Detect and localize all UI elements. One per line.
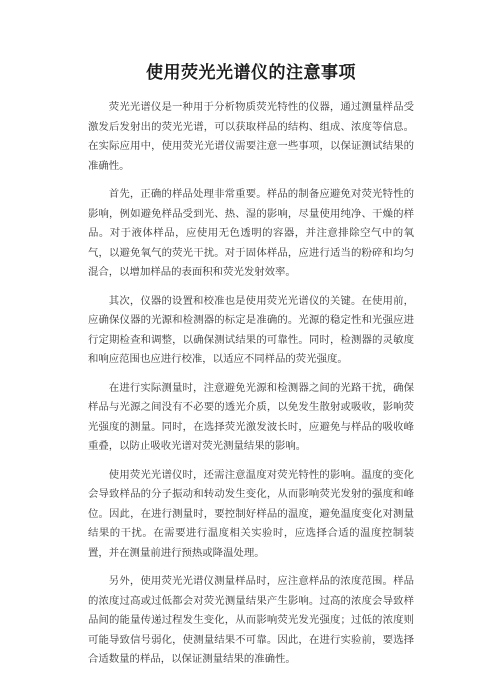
paragraph-concentration: 另外，使用荧光光谱仪测量样品时，应注意样品的浓度范围。样品的浓度过高或过低都会对荧光测量结果产生影响。过高的浓度会导致样品间的能量传递过程发生变化，从而影响荧光发光强度；过低的浓度则可能导致信号弱化，使测量结果不可靠。因此，在进行实验前，要选择合适数量的样品，以保证测量结果的准确性。: [88, 575, 414, 665]
paragraph-temperature: 使用荧光光谱仪时，还需注意温度对荧光特性的影响。温度的变化会导致样品的分子振动和转动发生变化，从而影响荧光发射的强度和峰位。因此，在进行测量时，要控制好样品的温度，避免温度变化对测量结果的干扰。在需要进行温度相关实验时，应选择合适的温度控制装置，并在测量前进行预热或降温处理。: [88, 468, 414, 559]
document-body: [88, 98, 414, 679]
paragraph-sample-preparation: 首先，正确的样品处理非常重要。样品的制备应避免对荧光特性的影响，例如避免样品受到光、热、湿的影响，尽量使用纯净、干燥的样品。对于液体样品，应使用无色透明的容器，并注意排除空气中的氧气，以避免氧气的荧光干扰。对于固体样品，应进行适当的粉碎和均匀混合，以增加样品的表面积和荧光发射效率。: [88, 188, 414, 278]
paragraph-intro: 荧光光谱仪是一种用于分析物质荧光特性的仪器，通过测量样品受激发后发射出的荧光光谱，可以获取样品的结构、组成、浓度等信息。在实际应用中，使用荧光光谱仪需要注意一些事项，以保证测试结果的准确性。: [88, 101, 414, 172]
paragraph-measurement: 在进行实际测量时，注意避免光源和检测器之间的光路干扰，确保样品与光源之间没有不必要的透光介质，以免发生散射或吸收，影响荧光强度的测量。同时，在选择荧光激发波长时，应避免与样品的吸收峰重叠，以防止吸收光谱对荧光测量结果的影响。: [88, 381, 414, 452]
paragraph-instrument-calibration: 其次，仪器的设置和校准也是使用荧光光谱仪的关键。在使用前，应确保仪器的光源和检测器的标定是准确的。光源的稳定性和光强应进行定期检查和调整，以确保测试结果的可靠性。同时，检测器的灵敏度和响应范围也应进行校准，以适应不同样品的荧光强度。: [88, 294, 414, 365]
page-title: 使用荧光光谱仪的注意事项: [146, 63, 356, 83]
